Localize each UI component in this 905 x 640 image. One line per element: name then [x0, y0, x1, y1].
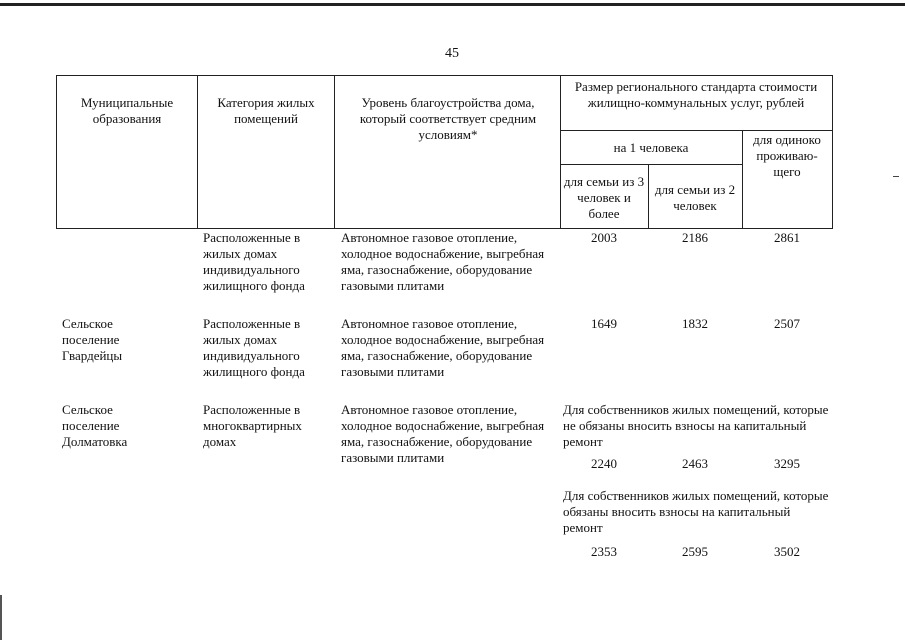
value-family2: 2595 — [682, 544, 708, 559]
col-line-0 — [56, 75, 57, 228]
value-single: 3502 — [774, 544, 800, 559]
row-municipality: Сельское поселение Гвардейцы — [62, 316, 123, 363]
table-header-bottom-border — [56, 228, 833, 229]
table-top-border — [56, 75, 833, 76]
row-level: Автономное газовое отопление, холодное водоснабжение, выгребная яма, газоснабжение, оборудование газовыми плитами — [341, 316, 545, 379]
capital-repair-note-exempt: Для собственников жилых помещений, которые не обязаны вносить взносы на капитальный ремонт — [563, 402, 829, 449]
row-category: Расположенные в жилых домах индивидуального жилищного фонда — [203, 230, 305, 293]
col-line-6 — [832, 75, 833, 228]
col-line-3 — [560, 75, 561, 228]
value-family2: 2186 — [682, 230, 708, 245]
header-municipality: Муниципальные образования — [80, 95, 174, 126]
header-category: Категория жилых помещений — [217, 95, 315, 126]
value-family3: 2240 — [591, 456, 617, 471]
scan-edge-mark — [0, 595, 2, 640]
row-level: Автономное газовое отопление, холодное водоснабжение, выгребная яма, газоснабжение, оборудование газовыми плитами — [341, 402, 545, 465]
header-split-line — [560, 130, 833, 131]
header-level: Уровень благоустройства дома, который соответствует средним условиям* — [359, 95, 537, 142]
header-per-person: на 1 человека — [613, 140, 689, 155]
col-line-1 — [197, 75, 198, 228]
value-family3: 2353 — [591, 544, 617, 559]
value-family3: 1649 — [591, 316, 617, 331]
header-single: для одиноко проживаю-щего — [753, 132, 821, 179]
margin-dash — [893, 176, 899, 177]
value-family3: 2003 — [591, 230, 617, 245]
per-person-split-line — [560, 164, 742, 165]
row-category: Расположенные в жилых домах индивидуального жилищного фонда — [203, 316, 305, 379]
top-rule — [0, 3, 905, 6]
header-standard: Размер регионального стандарта стоимости жилищно-коммунальных услуг, рублей — [574, 79, 818, 110]
header-family3: для семьи из 3 человек и более — [563, 174, 645, 221]
value-single: 2507 — [774, 316, 800, 331]
value-single: 3295 — [774, 456, 800, 471]
page-number: 45 — [445, 46, 459, 61]
col-line-2 — [334, 75, 335, 228]
value-family2: 2463 — [682, 456, 708, 471]
col-line-4 — [648, 164, 649, 228]
row-category: Расположенные в многоквартирных домах — [203, 402, 302, 449]
capital-repair-note-obliged: Для собственников жилых помещений, которые обязаны вносить взносы на капитальный ремонт — [563, 488, 829, 535]
header-family2: для семьи из 2 человек — [654, 182, 736, 213]
row-level: Автономное газовое отопление, холодное водоснабжение, выгребная яма, газоснабжение, оборудование газовыми плитами — [341, 230, 545, 293]
col-line-5 — [742, 130, 743, 228]
value-single: 2861 — [774, 230, 800, 245]
value-family2: 1832 — [682, 316, 708, 331]
row-municipality: Сельское поселение Долматовка — [62, 402, 128, 449]
